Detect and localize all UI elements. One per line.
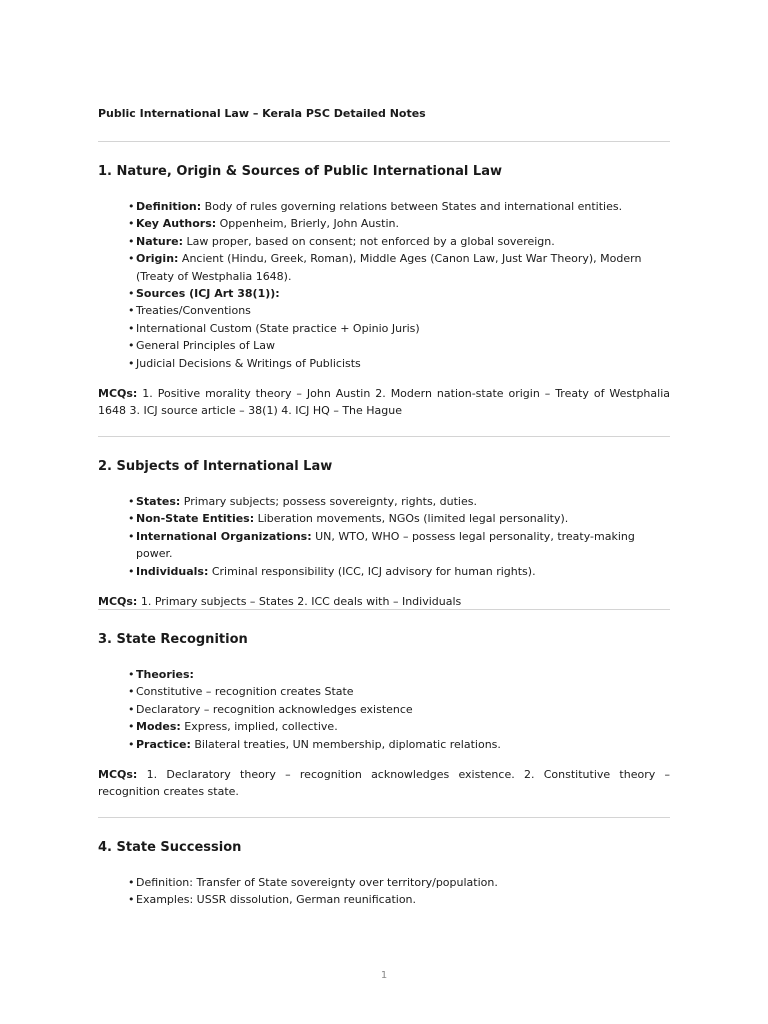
bullet-icon: • (128, 685, 135, 699)
bullet-icon: • (128, 200, 135, 213)
bullet-icon: • (128, 321, 135, 335)
section-heading: 1. Nature, Origin & Sources of Public International Law (98, 164, 502, 179)
bullet-icon: • (128, 876, 135, 889)
document-title: Public International Law – Kerala PSC Detailed Notes (98, 107, 426, 120)
list-item: • Key Authors: Oppenheim, Brierly, John Austin. (128, 215, 670, 232)
bullet-icon: • (128, 564, 135, 578)
section-state-succession (98, 839, 670, 909)
list-item: • Declaratory – recognition acknowledges existence (128, 701, 670, 718)
mcq-paragraph: MCQs: 1. Declaratory theory – recognition acknowledges existence. 2. Constitutive theory – recognition creates state. (98, 768, 670, 799)
divider (98, 436, 670, 437)
list-item: • International Organizations: UN, WTO, WHO – possess legal personality, treaty-making power. (128, 529, 635, 561)
list-item: • Origin: Ancient (Hindu, Greek, Roman), Middle Ages (Canon Law, Just War Theory), Modern (Treaty of Westphalia 1648). (128, 252, 642, 283)
bullet-icon: • (128, 529, 135, 543)
list-item: • Definition: Body of rules governing relations between States and international entities. (128, 198, 670, 215)
bullet-icon: • (128, 234, 135, 248)
list-item: • Definition: Transfer of State sovereignty over territory/population. (128, 874, 670, 891)
divider (98, 141, 670, 142)
bullet-list (98, 874, 670, 909)
section-heading: 3. State Recognition (98, 632, 248, 647)
bullet-icon: • (128, 512, 135, 526)
bullet-icon: • (128, 339, 135, 353)
section-nature-origin-sources (98, 163, 670, 420)
bullet-icon: • (128, 702, 135, 716)
bullet-icon: • (128, 668, 135, 681)
bullet-icon: • (128, 356, 135, 370)
mcq-paragraph: MCQs: 1. Primary subjects – States 2. ICC deals with – Individuals (98, 595, 462, 609)
bullet-icon: • (128, 737, 135, 751)
list-item: • Theories: (128, 666, 670, 683)
bullet-icon: • (128, 720, 135, 734)
list-item: • States: Primary subjects; possess sovereignty, rights, duties. (128, 493, 670, 510)
bullet-list (98, 198, 670, 372)
list-item: • International Custom (State practice + Opinio Juris) (128, 320, 670, 337)
divider (98, 609, 670, 610)
bullet-icon: • (128, 304, 135, 318)
bullet-icon: • (128, 287, 135, 301)
list-item: • Treaties/Conventions (128, 302, 670, 319)
list-item: • General Principles of Law (128, 337, 670, 354)
list-item: • Constitutive – recognition creates State (128, 683, 670, 700)
section-heading: 2. Subjects of International Law (98, 459, 333, 474)
list-item: • Examples: USSR dissolution, German reunification. (128, 891, 670, 908)
bullet-list (98, 493, 670, 580)
bullet-icon: • (128, 217, 135, 231)
list-item: • Non-State Entities: Liberation movements, NGOs (limited legal personality). (128, 510, 670, 527)
page-number: 1 (380, 970, 388, 981)
list-item: • Judicial Decisions & Writings of Publicists (128, 355, 670, 372)
divider (98, 817, 670, 818)
list-item: • Modes: Express, implied, collective. (128, 718, 670, 735)
section-heading: 4. State Succession (98, 840, 242, 855)
list-item: • Sources (ICJ Art 38(1)): (128, 285, 670, 302)
bullet-icon: • (128, 252, 135, 266)
bullet-list (98, 666, 670, 753)
list-item: • Practice: Bilateral treaties, UN membership, diplomatic relations. (128, 736, 670, 753)
bullet-icon: • (128, 893, 135, 907)
list-item: • Nature: Law proper, based on consent; not enforced by a global sovereign. (128, 233, 670, 250)
section-state-recognition (98, 631, 670, 801)
mcq-paragraph: MCQs: 1. Positive morality theory – John Austin 2. Modern nation-state origin – Treaty of Westphalia 1648 3. ICJ source article – 38(1) 4. ICJ HQ – The Hague (98, 387, 670, 418)
bullet-icon: • (128, 495, 135, 508)
list-item: • Individuals: Criminal responsibility (ICC, ICJ advisory for human rights). (128, 563, 670, 580)
section-subjects (98, 458, 670, 610)
